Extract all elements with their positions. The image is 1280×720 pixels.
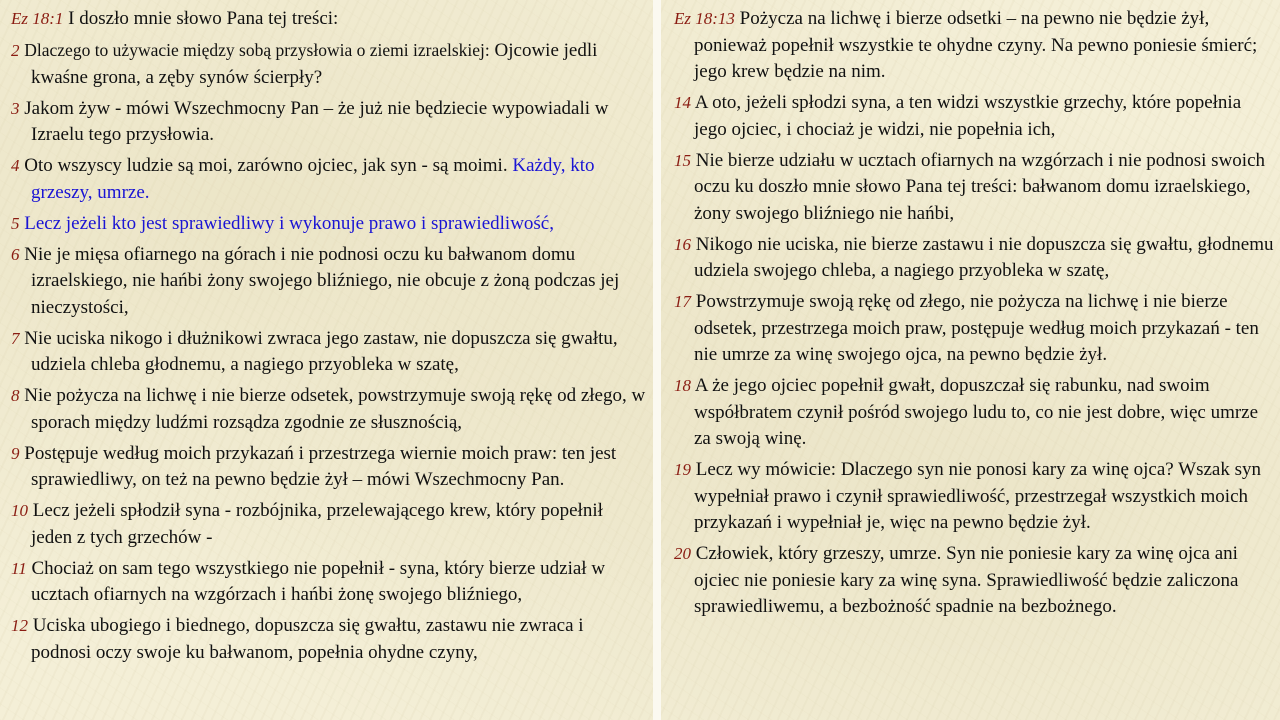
verse-text: Jakom żyw - mówi Wszechmocny Pan – że już nie będziecie wypowiadali w Izraelu tego przysłowia.: [24, 97, 609, 145]
verse-9: [11, 441, 647, 494]
verse-15: [674, 148, 1274, 228]
verse-number: 5: [11, 213, 20, 233]
verse-number: 7: [11, 328, 20, 348]
verse-text: Powstrzymuje swoją rękę od złego, nie pożycza na lichwę i nie bierze odsetek, przestrzega moich praw, postępuje według moich przykazań - ten nie umrze za winę swojego ojca, na pewno będzie żył.: [694, 291, 1259, 365]
verse-text: Człowiek, który grzeszy, umrze. Syn nie poniesie kary za winę ojca ani ojciec nie poniesie kary za winę syna. Sprawiedliwość będzie zaliczona sprawiedliwemu, a bezbożność spadnie na bezbożnego.: [694, 543, 1239, 617]
verse-text: Chociaż on sam tego wszystkiego nie popełnił - syna, który bierze udział w ucztach ofiarnych na wzgórzach i hańbi żonę swojego bliźniego,: [31, 557, 606, 605]
verse-16: [674, 232, 1274, 285]
verse-number: 16: [674, 234, 691, 254]
verse-number: 19: [674, 460, 691, 479]
verse-highlight: Lecz jeżeli kto jest sprawiedliwy i wykonuje prawo i sprawiedliwość,: [24, 212, 554, 234]
verse-text-continued: Ojcowie jedli kwaśne grona, a zęby synów ścierpły?: [31, 40, 598, 88]
verse-reference: Ez 18:1: [11, 9, 64, 28]
verse-text: Oto wszyscy ludzie są moi, zarówno ojciec, jak syn - są moimi.: [24, 155, 508, 176]
verse-number: 10: [11, 501, 28, 520]
verse-4: [11, 153, 647, 206]
verse-20: [674, 541, 1274, 621]
verse-number: 15: [674, 150, 691, 170]
left-column: [11, 6, 647, 671]
verse-text: Pożycza na lichwę i bierze odsetki – na pewno nie będzie żył, ponieważ popełnił wszystkie te ohydne czyny. Na pewno poniesie śmierć; jego krew będzie na nim.: [694, 8, 1258, 82]
verse-number: 2: [11, 41, 20, 60]
verse-number: 4: [11, 156, 20, 175]
verse-reference: Ez 18:13: [674, 9, 735, 28]
verse-number: 8: [11, 386, 20, 405]
verse-5: [11, 211, 647, 238]
verse-text: Nie je mięsa ofiarnego na górach i nie podnosi oczu ku bałwanom domu izraelskiego, nie hańbi żony swojego bliźniego, nie obcuje z żoną podczas jej nieczystości,: [24, 243, 620, 318]
verse-text: I doszło mnie słowo Pana tej treści:: [68, 8, 339, 29]
verse-text: Lecz jeżeli spłodził syna - rozbójnika, przelewającego krew, który popełnił jeden z tych grzechów -: [31, 500, 603, 548]
verse-text: Uciska ubogiego i biednego, dopuszcza się gwałtu, zastawu nie zwraca i podnosi oczy swoje ku bałwanom, popełnia ohydne czyny,: [31, 615, 584, 663]
verse-number: 18: [674, 376, 691, 395]
verse-13: [674, 6, 1274, 86]
verse-17: [674, 289, 1274, 369]
verse-text: A oto, jeżeli spłodzi syna, a ten widzi wszystkie grzechy, które popełnia jego ojciec, i chociaż je widzi, nie popełnia ich,: [694, 92, 1242, 140]
verse-7: [11, 326, 647, 379]
verse-11: [11, 556, 647, 609]
verse-8: [11, 383, 647, 436]
verse-3: [11, 96, 647, 149]
verse-number: 12: [11, 616, 28, 635]
right-column: [674, 6, 1274, 625]
verse-text: Lecz wy mówicie: Dlaczego syn nie ponosi kary za winę ojca? Wszak syn wypełniał prawo i czynił sprawiedliwość, przestrzegał wszystkich moich przykazań i wypełniał je, więc na pewno będzie żył.: [694, 459, 1261, 533]
verse-text: A że jego ojciec popełnił gwałt, dopuszczał się rabunku, nad swoim współbratem czynił pośród swojego ludu to, co nie jest dobre, więc umrze za swoją winę.: [694, 375, 1259, 449]
verse-text: Nie bierze udziału w ucztach ofiarnych na wzgórzach i nie podnosi swoich oczu ku doszło mnie słowo Pana tej treści: bałwanom domu izraelskiego, żony swojego bliźniego nie hańbi,: [694, 149, 1265, 224]
verse-number: 14: [674, 93, 691, 112]
column-divider: [653, 0, 661, 720]
verse-highlight: Każdy, kto grzeszy, umrze.: [31, 155, 595, 203]
verse-text: Dlaczego to używacie między sobą przysłowia o ziemi izraelskiej:: [24, 40, 490, 60]
verse-text: Postępuje według moich przykazań i przestrzega wiernie moich praw: ten jest sprawiedliwy, on też na pewno będzie żył – mówi Wszechmocny Pan.: [24, 442, 617, 490]
verse-2: [11, 37, 647, 91]
verse-number: 11: [11, 558, 27, 578]
verse-6: [11, 242, 647, 322]
verse-19: [674, 457, 1274, 537]
verse-number: 17: [674, 292, 691, 311]
verse-14: [674, 90, 1274, 143]
verse-number: 3: [11, 98, 20, 118]
verse-heading: [11, 6, 647, 33]
verse-18: [674, 373, 1274, 453]
verse-number: 9: [11, 443, 20, 463]
verse-12: [11, 613, 647, 666]
verse-text: Nie uciska nikogo i dłużnikowi zwraca jego zastaw, nie dopuszcza się gwałtu, udziela chleba głodnemu, a nagiego przyobleka w szatę,: [24, 327, 618, 375]
verse-text: Nie pożycza na lichwę i nie bierze odsetek, powstrzymuje swoją rękę od złego, w sporach między ludźmi rozsądza zgodnie ze słusznością,: [24, 385, 646, 433]
verse-number: 6: [11, 244, 20, 264]
verse-number: 20: [674, 544, 691, 563]
verse-10: [11, 498, 647, 551]
verse-text: Nikogo nie uciska, nie bierze zastawu i nie dopuszcza się gwałtu, głodnemu udziela swojego chleba, a nagiego przyobleka w szatę,: [694, 233, 1274, 281]
